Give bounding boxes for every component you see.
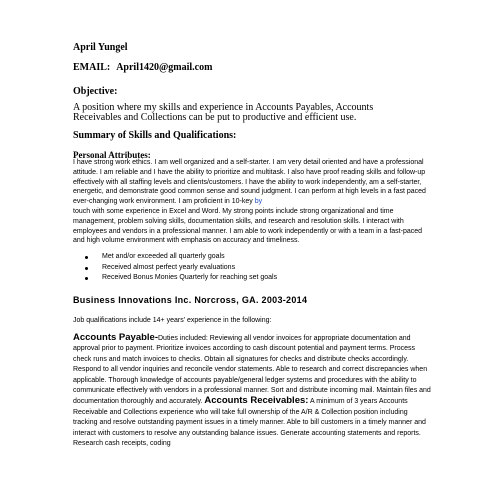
bullet-text: Met and/or exceeded all quarterly goals bbox=[102, 253, 225, 260]
paragraph-part-1: I have strong work ethics. I am well organized and a self-starter. I am very detail oriented and have a professional attitude. I am reliable and I have the ability to prioritize and multitask. I also have proof reading skills and follow-up effectively with all staffing levels and clients/customers. I have the ability to work independently, am a self-starter, energetic, and demonstrate good common sense and sound judgment. I can perform at high levels in a fast paced ever-changing work environment. I am proficient in 10-key bbox=[73, 159, 426, 206]
paragraph-highlight: by bbox=[254, 198, 263, 206]
list-item bbox=[85, 273, 277, 284]
paragraph-part-2: touch with some experience in Excel and Word. My strong points include strong organizational and time management, problem solving skills, documentation skills, and research and resolution skills. I interact with employees and vendors in a professional manner. I am able to work independently or with a team in a fast-paced and high volume environment with emphasis on accuracy and timeliness. bbox=[73, 207, 423, 245]
list-item bbox=[85, 252, 277, 263]
bullet-icon bbox=[85, 267, 88, 270]
accounts-payable-title: Accounts Payable- bbox=[73, 332, 158, 343]
accounts-payable-text: Duties included: Reviewing all vendor invoices for appropriate documentation and approval prior to payment. Prioritize invoices according to cash discount potential and payment terms. Process check runs and match invoices to checks. Obtain all signatures for checks and distribute checks accordingly. Respond to all vendor inquiries and reconcile vendor statements. Able to research and correct discrepancies when applicable. Thorough knowledge of accounts payable/general ledger systems and procedures with the ability to communicate effectively with vendors in a professional manner. Sort and distribute incoming mail. Maintain files and documentation thoroughly and accurately. bbox=[73, 335, 431, 406]
email-label: EMAIL: bbox=[73, 62, 111, 73]
email-line bbox=[73, 62, 212, 73]
employer-heading: Business Innovations Inc. Norcross, GA. 2003-2014 bbox=[73, 295, 308, 305]
job-qualifications-intro: Job qualifications include 14+ years' experience in the following: bbox=[73, 317, 272, 324]
personal-attributes-heading: Personal Attributes: bbox=[73, 150, 151, 160]
bullet-text: Received Bonus Monies Quarterly for reaching set goals bbox=[102, 274, 278, 281]
accounts-receivable-title: Accounts Receivables: bbox=[204, 395, 309, 407]
objective-text: A position where my skills and experience in Accounts Payables, Accounts Receivables and Collections can be put to productive and efficient use. bbox=[73, 102, 374, 123]
bullet-icon bbox=[85, 277, 88, 280]
accounts-section bbox=[73, 333, 433, 449]
achievements-list bbox=[85, 252, 277, 284]
accounts-receivable-text: A minimum of 3 years Accounts Receivable and Collections experience who will take full ownership of the A/R & Collection position including tracking and resolve outstanding payment issues in a timely manner. Able to bill customers in a timely manner and interact with customers to resolve any outstanding balance issues. Generate accounting statements and reports. Research cash receipts, coding bbox=[73, 398, 426, 448]
email-address: April1420@gmail.com bbox=[116, 62, 213, 73]
bullet-icon bbox=[85, 256, 88, 259]
bullet-text: Received almost perfect yearly evaluations bbox=[102, 263, 236, 271]
applicant-name: April Yungel bbox=[73, 42, 128, 53]
personal-attributes-paragraph bbox=[73, 158, 433, 246]
summary-heading: Summary of Skills and Qualifications: bbox=[73, 130, 237, 141]
list-item bbox=[85, 263, 277, 274]
objective-heading: Objective: bbox=[73, 86, 118, 97]
